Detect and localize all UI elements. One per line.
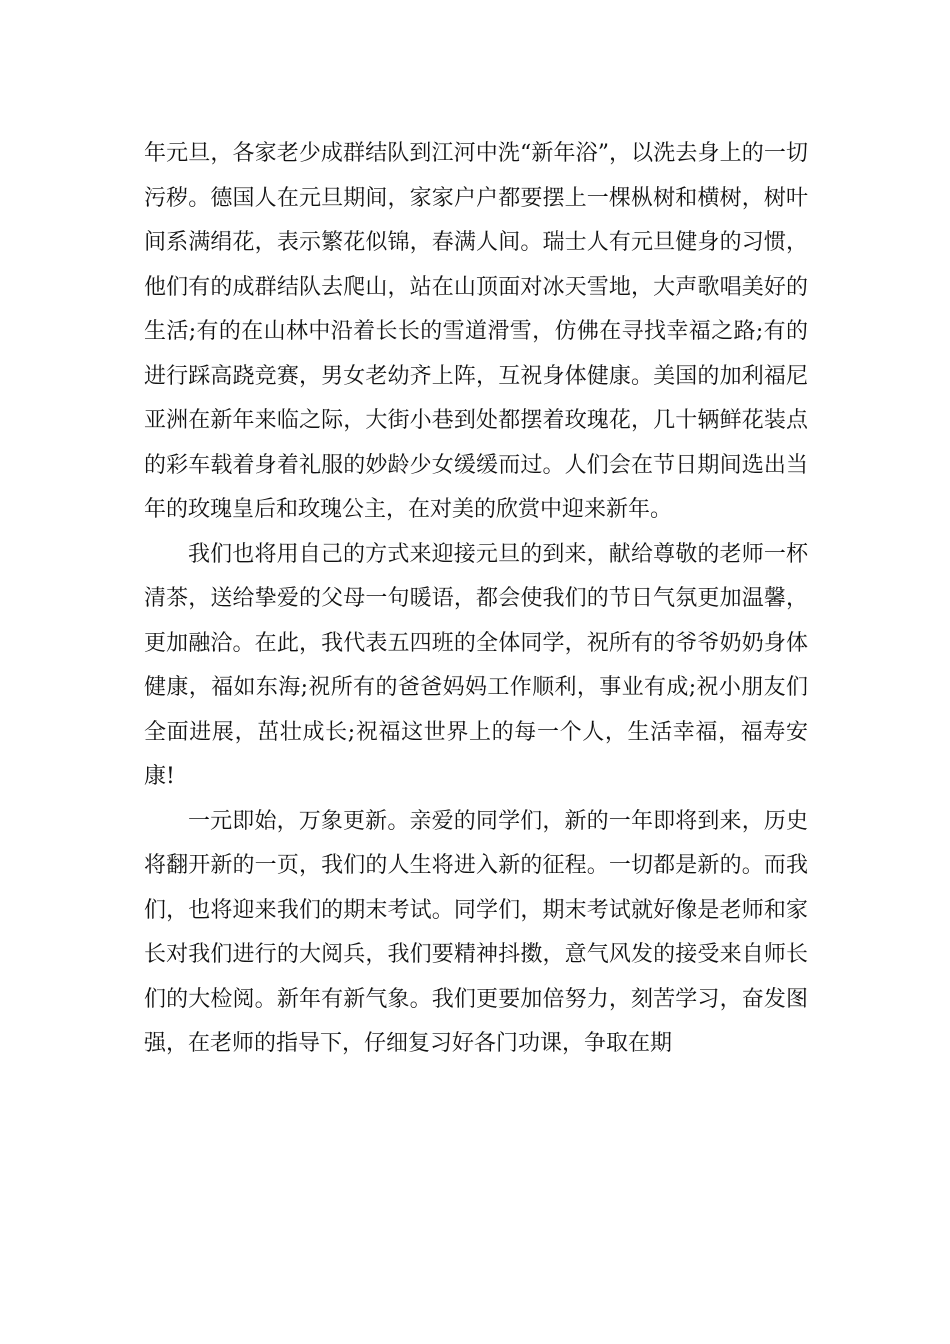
document-body: [144, 132, 808, 1067]
paragraph-final-exams: 一元即始，万象更新。亲爱的同学们，新的一年即将到来，历史将翻开新的一页，我们的人生将进入新的征程。一切都是新的。而我们，也将迎来我们的期末考试。同学们，期末考试就好像是老师和家长对我们进行的大阅兵，我们要精神抖擞，意气风发的接受来自师长们的大检阅。新年有新气象。我们更要加倍努力，刻苦学习，奋发图强，在老师的指导下，仔细复习好各门功课，争取在期: [144, 808, 808, 1056]
paragraph-new-year-customs: 年元旦，各家老少成群结队到江河中洗“新年浴”，以洗去身上的一切污秽。德国人在元旦期间，家家户户都要摆上一棵枞树和横树，树叶间系满绢花，表示繁花似锦，春满人间。瑞士人有元旦健身的习惯，他们有的成群结队去爬山，站在山顶面对冰天雪地，大声歌唱美好的生活;有的在山林中沿着长长的雪道滑雪，仿佛在寻找幸福之路;有的进行踩高跷竞赛，男女老幼齐上阵，互祝身体健康。美国的加利福尼亚洲在新年来临之际，大街小巷到处都摆着玫瑰花，几十辆鲜花装点的彩车载着身着礼服的妙龄少女缓缓而过。人们会在节日期间选出当年的玫瑰皇后和玫瑰公主，在对美的欣赏中迎来新年。: [144, 141, 808, 522]
paragraph-blessings: 我们也将用自己的方式来迎接元旦的到来，献给尊敬的老师一杯清茶，送给挚爱的父母一句暖语，都会使我们的节日气氛更加温馨，更加融洽。在此，我代表五四班的全体同学，祝所有的爷爷奶奶身体健康，福如东海;祝所有的爸爸妈妈工作顺利，事业有成;祝小朋友们全面进展，茁壮成长;祝福这世界上的每一个人，生活幸福，福寿安康!: [144, 541, 808, 789]
